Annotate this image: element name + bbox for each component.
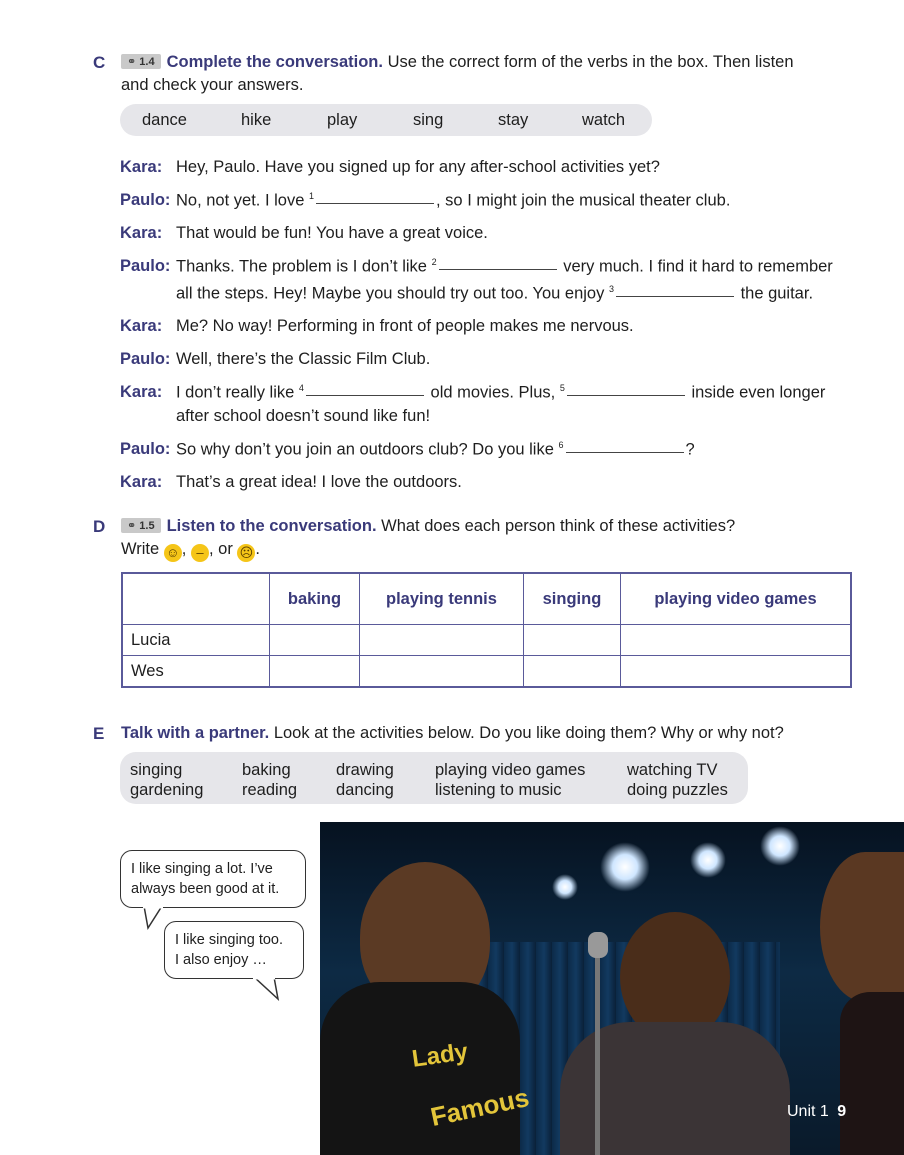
neutral-face-icon: ‒	[191, 544, 209, 562]
page-footer: Unit 1 9	[787, 1103, 847, 1120]
column-header: playing video games	[620, 573, 851, 625]
activities-box	[120, 752, 748, 804]
microphone-stand	[595, 942, 600, 1155]
dialogue-line: So why don’t you join an outdoors club? Do you like $^6$ ?	[176, 440, 695, 459]
section-d-write-line: Write ☺ , ‒ , or ☹ .	[121, 540, 261, 560]
activity-column: baking reading	[242, 761, 298, 799]
table-header-row	[122, 573, 851, 625]
answer-cell[interactable]	[523, 656, 620, 688]
answer-cell[interactable]	[270, 656, 360, 688]
section-d-letter: D	[93, 517, 106, 536]
section-c-instruction-line2: and check your answers.	[121, 76, 304, 94]
activity-column: singing gardening	[130, 761, 204, 799]
row-header: Wes	[122, 656, 270, 688]
answer-blank-2[interactable]	[439, 268, 557, 270]
word-box-item: dance	[142, 111, 187, 129]
speech-bubble-1: I like singing a lot. I’ve always been good at it.	[120, 850, 306, 908]
speaker-label: Paulo:	[120, 350, 171, 368]
microphone-icon	[588, 932, 608, 958]
stage-light	[690, 842, 726, 878]
stage-light	[600, 842, 650, 892]
bubble-tail-2	[250, 977, 284, 1001]
section-e-letter: E	[93, 724, 105, 743]
column-header: playing tennis	[359, 573, 523, 625]
singer-right-head	[820, 852, 904, 1002]
speaker-label: Kara:	[120, 383, 163, 401]
dialogue-line: That would be fun! You have a great voice.	[176, 224, 488, 242]
word-box-item: watch	[582, 111, 626, 129]
singer-right-body	[840, 992, 904, 1155]
answer-cell[interactable]	[620, 625, 851, 656]
dialogue-line: Well, there’s the Classic Film Club.	[176, 350, 431, 368]
dialogue-line: all the steps. Hey! Maybe you should try out too. You enjoy $^3$ the guitar.	[176, 284, 814, 303]
speech-bubble-2: I like singing too. I also enjoy …	[164, 921, 304, 979]
headphones-icon: ⚭	[127, 520, 137, 532]
answer-cell[interactable]	[359, 656, 523, 688]
dialogue-line: No, not yet. I love $^1$ , so I might join the musical theater club.	[176, 191, 731, 210]
stage-light	[552, 874, 578, 900]
answer-blank-5[interactable]	[567, 394, 685, 396]
verb-word-box	[120, 104, 652, 136]
speaker-label: Kara:	[120, 224, 163, 242]
answer-cell[interactable]	[270, 625, 360, 656]
answer-cell[interactable]	[620, 656, 851, 688]
speaker-label: Kara:	[120, 473, 163, 491]
headphones-icon: ⚭	[127, 56, 137, 68]
answer-blank-3[interactable]	[616, 295, 734, 297]
sad-face-icon: ☹	[237, 544, 255, 562]
column-header: baking	[270, 573, 360, 625]
stage-light	[760, 826, 800, 866]
answer-cell[interactable]	[523, 625, 620, 656]
dialogue-line: Me? No way! Performing in front of people makes me nervous.	[176, 317, 634, 335]
table-row	[122, 625, 851, 656]
answer-blank-6[interactable]	[566, 451, 684, 453]
section-c-letter: C	[93, 53, 106, 72]
word-box-item: play	[327, 111, 358, 129]
speaker-label: Paulo:	[120, 257, 171, 275]
activity-column: drawing dancing	[336, 761, 394, 799]
activity-column: playing video games listening to music	[435, 761, 586, 799]
dialogue-line: Thanks. The problem is I don’t like $^2$ very much. I find it hard to remember	[176, 257, 833, 276]
word-box-item: hike	[241, 111, 272, 129]
row-header: Lucia	[122, 625, 270, 656]
audio-track-badge[interactable]: ⚭ 1.5	[121, 518, 161, 533]
table-row	[122, 656, 851, 688]
dialogue-line: after school doesn’t sound like fun!	[176, 407, 431, 425]
dialogue-line: That’s a great idea! I love the outdoors.	[176, 473, 462, 491]
audio-track-badge[interactable]: ⚭ 1.4	[121, 54, 161, 69]
dialogue-line: Hey, Paulo. Have you signed up for any after-school activities yet?	[176, 158, 660, 176]
opinion-table	[121, 572, 852, 688]
answer-blank-1[interactable]	[316, 202, 434, 204]
activity-column: watching TV doing puzzles	[627, 761, 728, 799]
answer-cell[interactable]	[359, 625, 523, 656]
table-corner-cell	[122, 573, 270, 625]
speaker-label: Kara:	[120, 158, 163, 176]
section-d-instruction: ⚭ 1.5 Listen to the conversation. What does each person think of these activities?	[121, 517, 735, 536]
word-box-item: sing	[413, 111, 444, 129]
answer-blank-4[interactable]	[306, 394, 424, 396]
section-e-instruction: Talk with a partner. Look at the activities below. Do you like doing them? Why or why not?	[121, 724, 784, 742]
column-header: singing	[523, 573, 620, 625]
section-c-instruction: ⚭ 1.4 Complete the conversation. Use the correct form of the verbs in the box. Then listen	[121, 53, 794, 72]
singers-photo	[320, 822, 904, 1155]
speaker-label: Paulo:	[120, 440, 171, 458]
speaker-label: Paulo:	[120, 191, 171, 209]
singer-left-shirt: Lady Famous	[320, 982, 520, 1155]
dialogue-line: I don’t really like $^4$ old movies. Plus, $^5$ inside even longer	[176, 383, 826, 402]
happy-face-icon: ☺	[164, 544, 182, 562]
word-box-item: stay	[498, 111, 529, 129]
speaker-label: Kara:	[120, 317, 163, 335]
page-number: 9	[837, 1103, 847, 1120]
